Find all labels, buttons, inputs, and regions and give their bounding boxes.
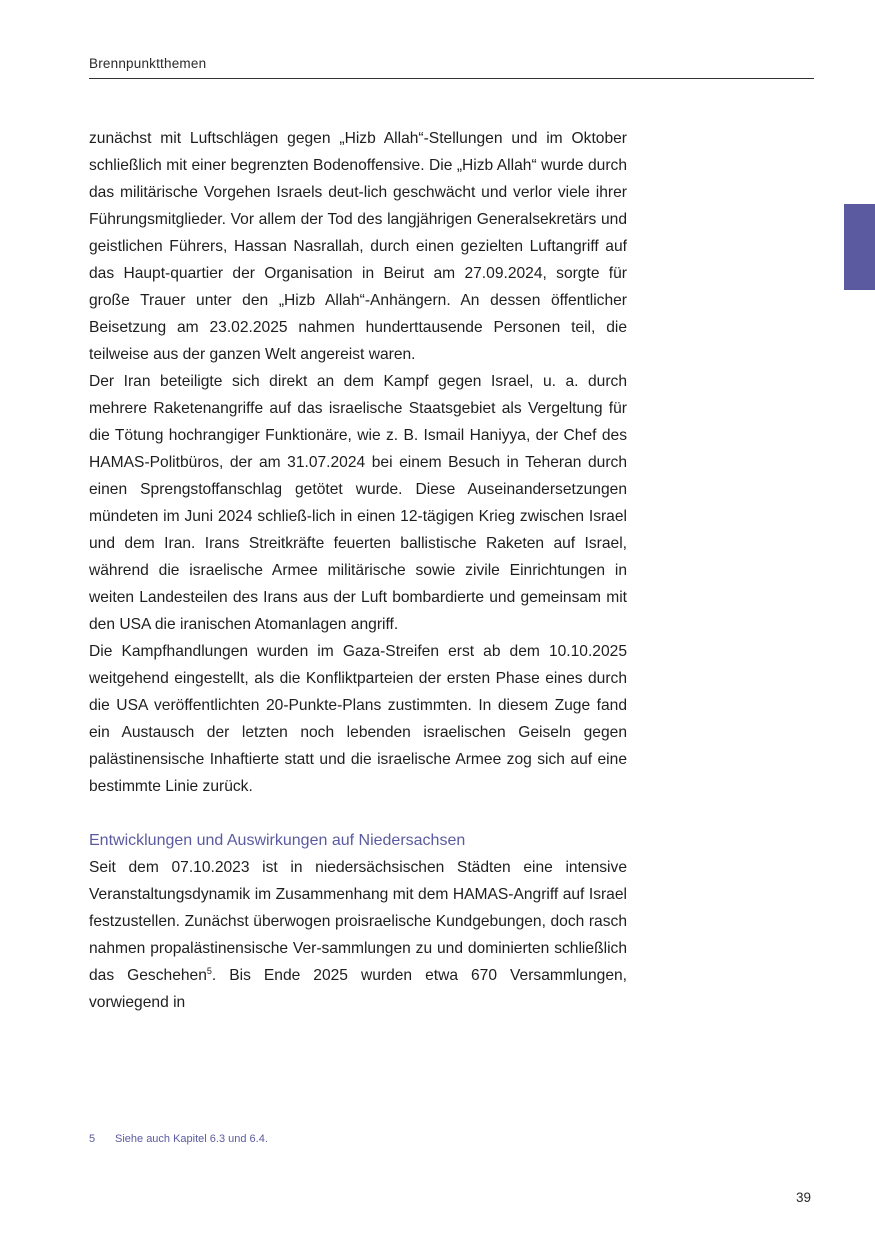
- body-paragraph-3: Die Kampfhandlungen wurden im Gaza-Streifen erst ab dem 10.10.2025 weitgehend eingestellt, als die Konfliktparteien der ersten Phase eines durch die USA veröffentlichten 20-Punkte-Plans zustimmten. In diesem Zuge fand ein Austausch der letzten noch lebenden israelischen Geiseln gegen palästinensische Inhaftierte statt und die israelische Armee zog sich auf eine bestimmte Linie zurück.: [89, 643, 627, 795]
- body-paragraph-4: [89, 854, 627, 1016]
- running-header: Brennpunktthemen: [89, 56, 207, 71]
- main-text-column: [89, 125, 627, 1016]
- paragraph-text-before-footnote: Seit dem 07.10.2023 ist in niedersächsischen Städten eine intensive Veranstaltungsdynamik im Zusammenhang mit dem HAMAS-Angriff auf Israel festzustellen. Zunächst überwogen proisraelische Kundgebungen, doch rasch nahmen propalästinensische Ver-sammlungen zu und dominierten schließlich das Geschehen: [89, 859, 627, 984]
- footnote-number: 5: [89, 1133, 96, 1145]
- footnote-text: Siehe auch Kapitel 6.3 und 6.4.: [115, 1133, 268, 1145]
- body-paragraph-2: Der Iran beteiligte sich direkt an dem Kampf gegen Israel, u. a. durch mehrere Raketenangriffe auf das israelische Staatsgebiet als Vergeltung für die Tötung hochrangiger Funktionäre, wie z. B. Ismail Haniyya, der Chef des HAMAS-Politbüros, der am 31.07.2024 bei einem Besuch in Teheran durch einen Sprengstoffanschlag getötet wurde. Diese Auseinandersetzungen mündeten im Juni 2024 schließ-lich in einen 12-tägigen Krieg zwischen Israel und dem Iran. Irans Streitkräfte feuerten ballistische Raketen auf Israel, während die israelische Armee militärische sowie zivile Einrichtungen in weiten Landesteilen des Irans aus der Luft bombardierte und gemeinsam mit den USA die iranischen Atomanlagen angriff.: [89, 373, 627, 633]
- chapter-tab-marker: [844, 204, 875, 290]
- body-paragraph-1: zunächst mit Luftschlägen gegen „Hizb Allah“-Stellungen und im Oktober schließlich mit einer begrenzten Bodenoffensive. Die „Hizb Allah“ wurde durch das militärische Vorgehen Israels deut-lich geschwächt und verlor viele ihrer Führungsmitglieder. Vor allem der Tod des langjährigen Generalsekretärs und geistlichen Führers, Hassan Nasrallah, durch einen gezielten Luftangriff auf das Haupt-quartier der Organisation in Beirut am 27.09.2024, sorgte für große Trauer unter den „Hizb Allah“-Anhängern. An dessen öffentlicher Beisetzung am 23.02.2025 nahmen hunderttausende Personen teil, die teilweise aus der ganzen Welt angereist waren.: [89, 130, 627, 363]
- header-divider: [89, 78, 814, 79]
- footnote-reference[interactable]: 5: [206, 966, 212, 976]
- section-heading: Entwicklungen und Auswirkungen auf Niedersachsen: [89, 832, 466, 849]
- paragraph-text-after-footnote: . Bis Ende 2025 wurden etwa 670 Versammlungen, vorwiegend in: [89, 967, 628, 1011]
- footnote: [89, 1133, 268, 1145]
- page-number: 39: [796, 1190, 812, 1205]
